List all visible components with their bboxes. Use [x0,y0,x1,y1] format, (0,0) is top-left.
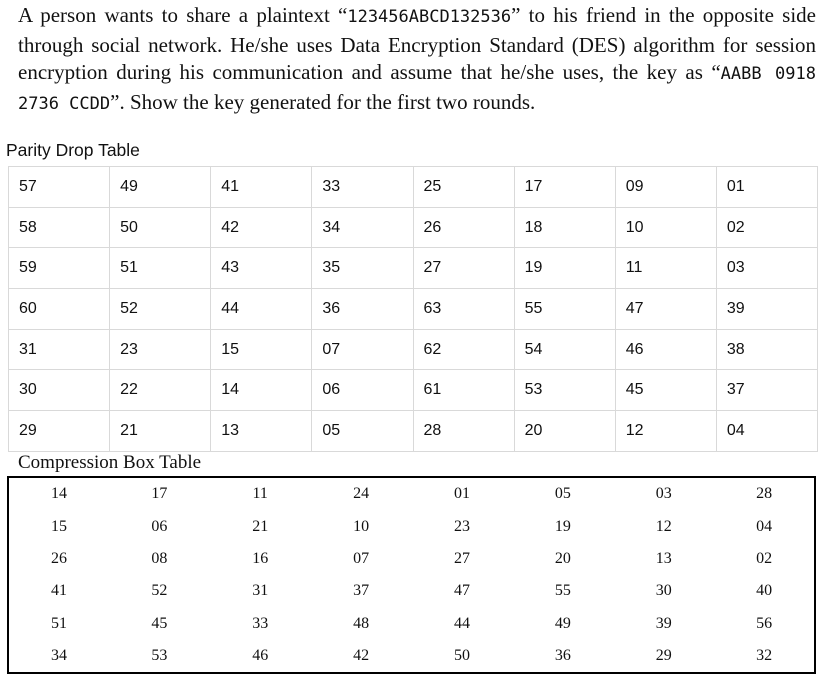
table-cell: 03 [655,485,672,503]
table-cell: 52 [110,289,211,330]
table-cell: 23 [110,329,211,370]
table-cell: 15 [50,517,67,535]
table-cell: 45 [615,370,716,411]
table-cell: 28 [756,485,773,503]
table-cell: 06 [312,370,413,411]
table-cell: 02 [716,207,817,248]
table-cell: 58 [9,207,110,248]
table-cell: 12 [655,517,672,535]
table-cell: 30 [9,370,110,411]
table-cell: 02 [756,549,773,567]
table-cell: 42 [211,207,312,248]
table-cell: 13 [211,411,312,452]
table-cell: 36 [312,289,413,330]
table-row [8,608,815,640]
table-cell: 31 [252,582,269,600]
table-cell: 27 [413,248,514,289]
table-row [9,411,818,452]
table-cell: 29 [9,411,110,452]
question-text [18,2,816,118]
table-cell: 37 [353,582,370,600]
table-cell: 27 [453,549,470,567]
plaintext-value: 123456ABCD132536 [347,7,512,27]
table-cell: 09 [615,167,716,208]
table-cell: 26 [50,549,67,567]
table-cell: 25 [413,167,514,208]
table-cell: 53 [514,370,615,411]
table-cell: 13 [655,549,672,567]
table-row [8,543,815,575]
table-cell: 10 [615,207,716,248]
table-cell: 18 [514,207,615,248]
table-cell: 04 [756,517,773,535]
table-cell: 39 [655,614,672,632]
table-cell: 19 [514,248,615,289]
table-cell: 41 [50,582,67,600]
table-cell: 05 [554,485,571,503]
parity-drop-table [8,166,818,452]
table-cell: 51 [110,248,211,289]
table-cell: 46 [252,647,269,665]
table-row [9,329,818,370]
table-cell: 39 [716,289,817,330]
table-row [8,640,815,673]
table-cell: 05 [312,411,413,452]
table-cell: 31 [9,329,110,370]
table-cell: 56 [756,614,773,632]
table-cell: 33 [312,167,413,208]
table-cell: 46 [615,329,716,370]
table-cell: 08 [151,549,168,567]
table-cell: 54 [514,329,615,370]
table-cell: 32 [756,647,773,665]
table-cell: 26 [413,207,514,248]
question-part-3: ”. Show the key generated for the first two rounds. [110,89,536,114]
table-cell: 20 [554,549,571,567]
table-cell: 03 [716,248,817,289]
table-cell: 43 [211,248,312,289]
table-cell: 07 [353,549,370,567]
table-cell: 48 [353,614,370,632]
table-cell: 20 [514,411,615,452]
table-cell: 55 [554,582,571,600]
table-cell: 57 [9,167,110,208]
table-cell: 06 [151,517,168,535]
table-cell: 47 [615,289,716,330]
table-cell: 12 [615,411,716,452]
table-cell: 42 [353,647,370,665]
table-cell: 16 [252,549,269,567]
table-cell: 22 [110,370,211,411]
table-cell: 17 [514,167,615,208]
table-cell: 55 [514,289,615,330]
table-row [9,370,818,411]
table-cell: 62 [413,329,514,370]
compression-box-title: Compression Box Table [18,452,202,473]
table-row [9,289,818,330]
table-cell: 34 [50,647,67,665]
table-cell: 07 [312,329,413,370]
table-cell: 47 [453,582,470,600]
table-cell: 37 [716,370,817,411]
table-cell: 49 [554,614,571,632]
table-cell: 28 [413,411,514,452]
table-cell: 24 [353,485,370,503]
table-cell: 51 [50,614,67,632]
table-cell: 41 [211,167,312,208]
table-cell: 17 [151,485,168,503]
table-cell: 23 [453,517,470,535]
table-row [8,575,815,607]
table-cell: 61 [413,370,514,411]
table-row [8,510,815,542]
question-part-2: ” to his friend in the opposite side through social network. He/she uses Data Encryption Standard (DES) algorithm for session encryption during his communication and assume that he/she uses, the key as “ [18,3,816,84]
table-cell: 38 [716,329,817,370]
table-cell: 59 [9,248,110,289]
table-cell: 21 [110,411,211,452]
table-cell: 11 [252,485,268,503]
parity-drop-title: Parity Drop Table [6,140,140,160]
table-cell: 30 [655,582,672,600]
table-cell: 19 [554,517,571,535]
table-row [8,477,815,510]
table-cell: 40 [756,582,773,600]
table-cell: 14 [211,370,312,411]
table-cell: 50 [453,647,470,665]
compression-box-table [7,476,816,674]
table-row [9,167,818,208]
table-cell: 49 [110,167,211,208]
table-cell: 01 [453,485,470,503]
table-cell: 35 [312,248,413,289]
table-cell: 01 [716,167,817,208]
table-cell: 10 [353,517,370,535]
table-cell: 33 [252,614,269,632]
table-cell: 44 [211,289,312,330]
table-cell: 45 [151,614,168,632]
key-value: AABB 0918 2736 CCDD [18,64,816,114]
table-cell: 63 [413,289,514,330]
table-cell: 29 [655,647,672,665]
table-row [9,207,818,248]
table-cell: 34 [312,207,413,248]
table-cell: 50 [110,207,211,248]
table-cell: 15 [211,329,312,370]
question-part-1: A person wants to share a plaintext “ [18,3,348,27]
table-cell: 04 [716,411,817,452]
table-cell: 21 [252,517,269,535]
table-row [9,248,818,289]
table-cell: 52 [151,582,168,600]
table-cell: 60 [9,289,110,330]
table-cell: 14 [50,485,67,503]
table-cell: 36 [554,647,571,665]
table-cell: 53 [151,647,168,665]
table-cell: 11 [615,248,716,289]
table-cell: 44 [453,614,470,632]
